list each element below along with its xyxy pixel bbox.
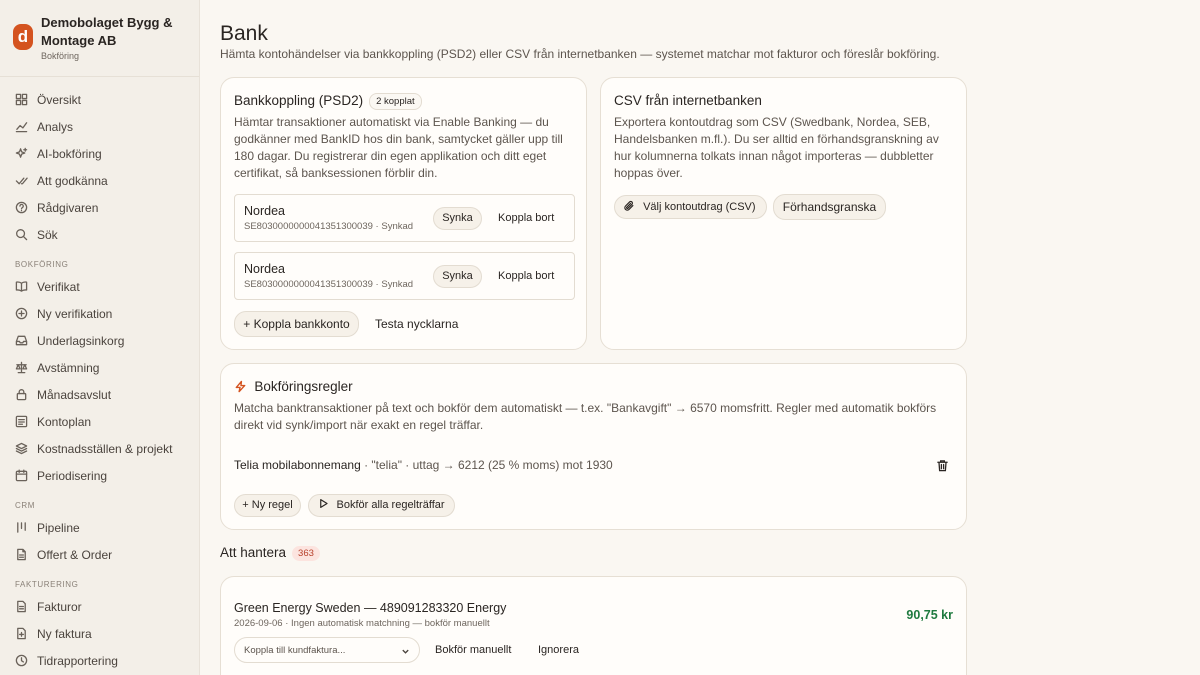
sidebar-item-underlagsinkorg[interactable] xyxy=(0,327,199,354)
transaction-amount: 90,75 kr xyxy=(906,608,953,622)
transaction-card xyxy=(220,576,967,675)
sidebar-item-ny-verifikation[interactable] xyxy=(0,300,199,327)
sidebar-item-avstamning[interactable] xyxy=(0,354,199,381)
sidebar-item-tidrapportering[interactable] xyxy=(0,647,199,674)
apply-rules-button[interactable] xyxy=(308,494,455,517)
sidebar-item-label: Rådgivaren xyxy=(37,200,99,215)
sidebar-item-label: Pipeline xyxy=(37,520,80,535)
sidebar-item-verifikat[interactable] xyxy=(0,273,199,300)
rule-name: Telia mobilabonnemang xyxy=(234,458,361,472)
sidebar-item-oversikt[interactable] xyxy=(0,86,199,113)
psd2-card xyxy=(220,77,587,350)
match-invoice-placeholder: Koppla till kundfaktura... xyxy=(244,645,346,656)
help-icon xyxy=(15,201,28,214)
grid-icon xyxy=(15,93,28,106)
sidebar-item-sok[interactable] xyxy=(0,221,199,248)
sidebar-item-label: Månadsavslut xyxy=(37,387,112,402)
section-heading-fakturering: FAKTURERING xyxy=(15,580,79,589)
pipeline-icon xyxy=(15,521,28,534)
csv-card xyxy=(600,77,967,350)
document-icon xyxy=(15,548,28,561)
sidebar-item-kostnadsstallen[interactable] xyxy=(0,435,199,462)
page-subtitle: Hämta kontohändelser via bankkoppling (PSD2) eller CSV från internetbanken — systemet matchar mot fakturor och föreslår bokföring. xyxy=(220,47,940,61)
book-icon xyxy=(15,280,28,293)
plus-circle-icon xyxy=(15,307,28,320)
sidebar-item-label: Underlagsinkorg xyxy=(37,333,125,348)
preview-button[interactable]: Förhandsgranska xyxy=(773,194,886,220)
search-icon xyxy=(15,228,28,241)
sidebar-item-periodisering[interactable] xyxy=(0,462,199,489)
sidebar-item-label: Avstämning xyxy=(37,360,100,375)
todo-count-badge: 363 xyxy=(292,546,320,561)
new-rule-button[interactable]: + Ny regel xyxy=(234,494,301,517)
file-icon xyxy=(15,600,28,613)
sidebar-item-manadsavslut[interactable] xyxy=(0,381,199,408)
todo-header xyxy=(220,545,320,561)
transaction-title: Green Energy Sweden — 489091283320 Energy xyxy=(234,601,507,615)
transaction-meta: 2026-09-06 · Ingen automatisk matchning — bokför manuellt xyxy=(234,618,490,629)
sync-button[interactable]: Synka xyxy=(433,265,482,288)
bank-account-row xyxy=(234,194,575,242)
sidebar-item-label: Periodisering xyxy=(37,468,108,483)
company-subtitle: Bokföring xyxy=(41,51,80,61)
disconnect-button[interactable]: Koppla bort xyxy=(498,212,555,224)
sidebar-item-ai-bokforing[interactable] xyxy=(0,140,199,167)
sidebar-item-label: AI-bokföring xyxy=(37,146,102,161)
sidebar-item-label: Verifikat xyxy=(37,279,80,294)
clock-icon xyxy=(15,654,28,667)
connected-badge: 2 kopplat xyxy=(369,93,422,110)
sidebar-item-label: Översikt xyxy=(37,92,82,107)
rule-detail: · "telia" · uttag → 6212 (25 % moms) mot 1930 xyxy=(360,458,613,472)
match-invoice-select[interactable] xyxy=(234,637,420,663)
sidebar-item-analys[interactable] xyxy=(0,113,199,140)
sidebar-item-label: Kontoplan xyxy=(37,414,92,429)
csv-description: Exportera kontoutdrag som CSV (Swedbank, Nordea, SEB, Handelsbanken m.fl.). Du ser alltid en förhandsgranskning av hur kolumnerna tolkats innan något importeras — dubbletter hoppas över. xyxy=(614,115,939,180)
chart-icon xyxy=(15,120,28,133)
rules-title: Bokföringsregler xyxy=(254,379,353,394)
disconnect-button[interactable]: Koppla bort xyxy=(498,270,555,282)
file-plus-icon xyxy=(15,627,28,640)
lock-icon xyxy=(15,388,28,401)
calendar-icon xyxy=(15,469,28,482)
book-manually-button[interactable]: Bokför manuellt xyxy=(435,644,512,656)
sparkle-icon xyxy=(15,147,28,160)
rules-card xyxy=(220,363,967,530)
sidebar-item-label: Ny verifikation xyxy=(37,306,113,321)
sidebar xyxy=(0,0,200,675)
psd2-description: Hämtar transaktioner automatiskt via Enable Banking — du godkänner med BankID hos din bank, samtycket gäller upp till 180 dagar. Du registrerar din egen applikation och ditt eget certifikat, så banksessionen förblir din. xyxy=(234,115,563,180)
choose-csv-button[interactable] xyxy=(614,195,767,219)
rules-description: Matcha banktransaktioner på text och bokför dem automatiskt — t.ex. "Bankavgift" → 6570 momsfritt. Regler med automatik bokförs direkt vid synk/import när exakt en regel träffar. xyxy=(234,401,937,432)
bank-name: Nordea xyxy=(244,262,285,276)
sidebar-item-label: Fakturor xyxy=(37,599,82,614)
bank-account-number: SE8030000000041351300039 · Synkad xyxy=(244,279,414,290)
brand-logo: d xyxy=(13,24,33,50)
ignore-button[interactable]: Ignorera xyxy=(538,644,579,656)
sidebar-item-label: Kostnadsställen & projekt xyxy=(37,441,173,456)
sidebar-item-offert-order[interactable] xyxy=(0,541,199,568)
section-heading-bokforing: BOKFÖRING xyxy=(15,260,69,269)
sidebar-nav xyxy=(0,77,199,674)
sidebar-item-label: Tidrapportering xyxy=(37,653,118,668)
psd2-title: Bankkoppling (PSD2) xyxy=(234,93,364,108)
page-title: Bank xyxy=(220,22,268,45)
layers-icon xyxy=(15,442,28,455)
scale-icon xyxy=(15,361,28,374)
todo-title: Att hantera xyxy=(220,545,287,560)
apply-rules-label: Bokför alla regelträffar xyxy=(336,499,445,511)
bank-account-number: SE8030000000041351300039 · Synkad xyxy=(244,221,414,232)
list-icon xyxy=(15,415,28,428)
sidebar-item-fakturor[interactable] xyxy=(0,593,199,620)
sidebar-item-label: Sök xyxy=(37,227,58,242)
play-icon xyxy=(318,498,329,509)
check-icon xyxy=(15,174,28,187)
rule-row xyxy=(234,458,613,472)
connect-bank-button[interactable]: + Koppla bankkonto xyxy=(234,311,359,337)
sidebar-item-pipeline[interactable] xyxy=(0,514,199,541)
brand[interactable] xyxy=(0,0,199,77)
sidebar-item-label: Att godkänna xyxy=(37,173,108,188)
test-keys-button[interactable]: Testa nycklarna xyxy=(375,317,459,331)
bolt-icon xyxy=(234,380,247,393)
bank-account-row xyxy=(234,252,575,300)
company-name: Demobolaget Bygg & Montage AB xyxy=(41,15,173,48)
choose-csv-label: Välj kontoutdrag (CSV) xyxy=(643,201,756,213)
sidebar-item-ny-faktura[interactable] xyxy=(0,620,199,647)
sidebar-item-radgivaren[interactable] xyxy=(0,194,199,221)
csv-title: CSV från internetbanken xyxy=(614,93,762,108)
inbox-icon xyxy=(15,334,28,347)
paperclip-icon xyxy=(623,200,635,212)
sidebar-item-label: Offert & Order xyxy=(37,547,113,562)
section-heading-crm: CRM xyxy=(15,501,36,510)
sidebar-item-label: Ny faktura xyxy=(37,626,92,641)
sync-button[interactable]: Synka xyxy=(433,207,482,230)
sidebar-item-att-godkanna[interactable] xyxy=(0,167,199,194)
chevron-down-icon xyxy=(401,647,410,656)
sidebar-item-kontoplan[interactable] xyxy=(0,408,199,435)
trash-icon[interactable] xyxy=(936,459,949,472)
bank-name: Nordea xyxy=(244,204,285,218)
sidebar-item-label: Analys xyxy=(37,119,74,134)
